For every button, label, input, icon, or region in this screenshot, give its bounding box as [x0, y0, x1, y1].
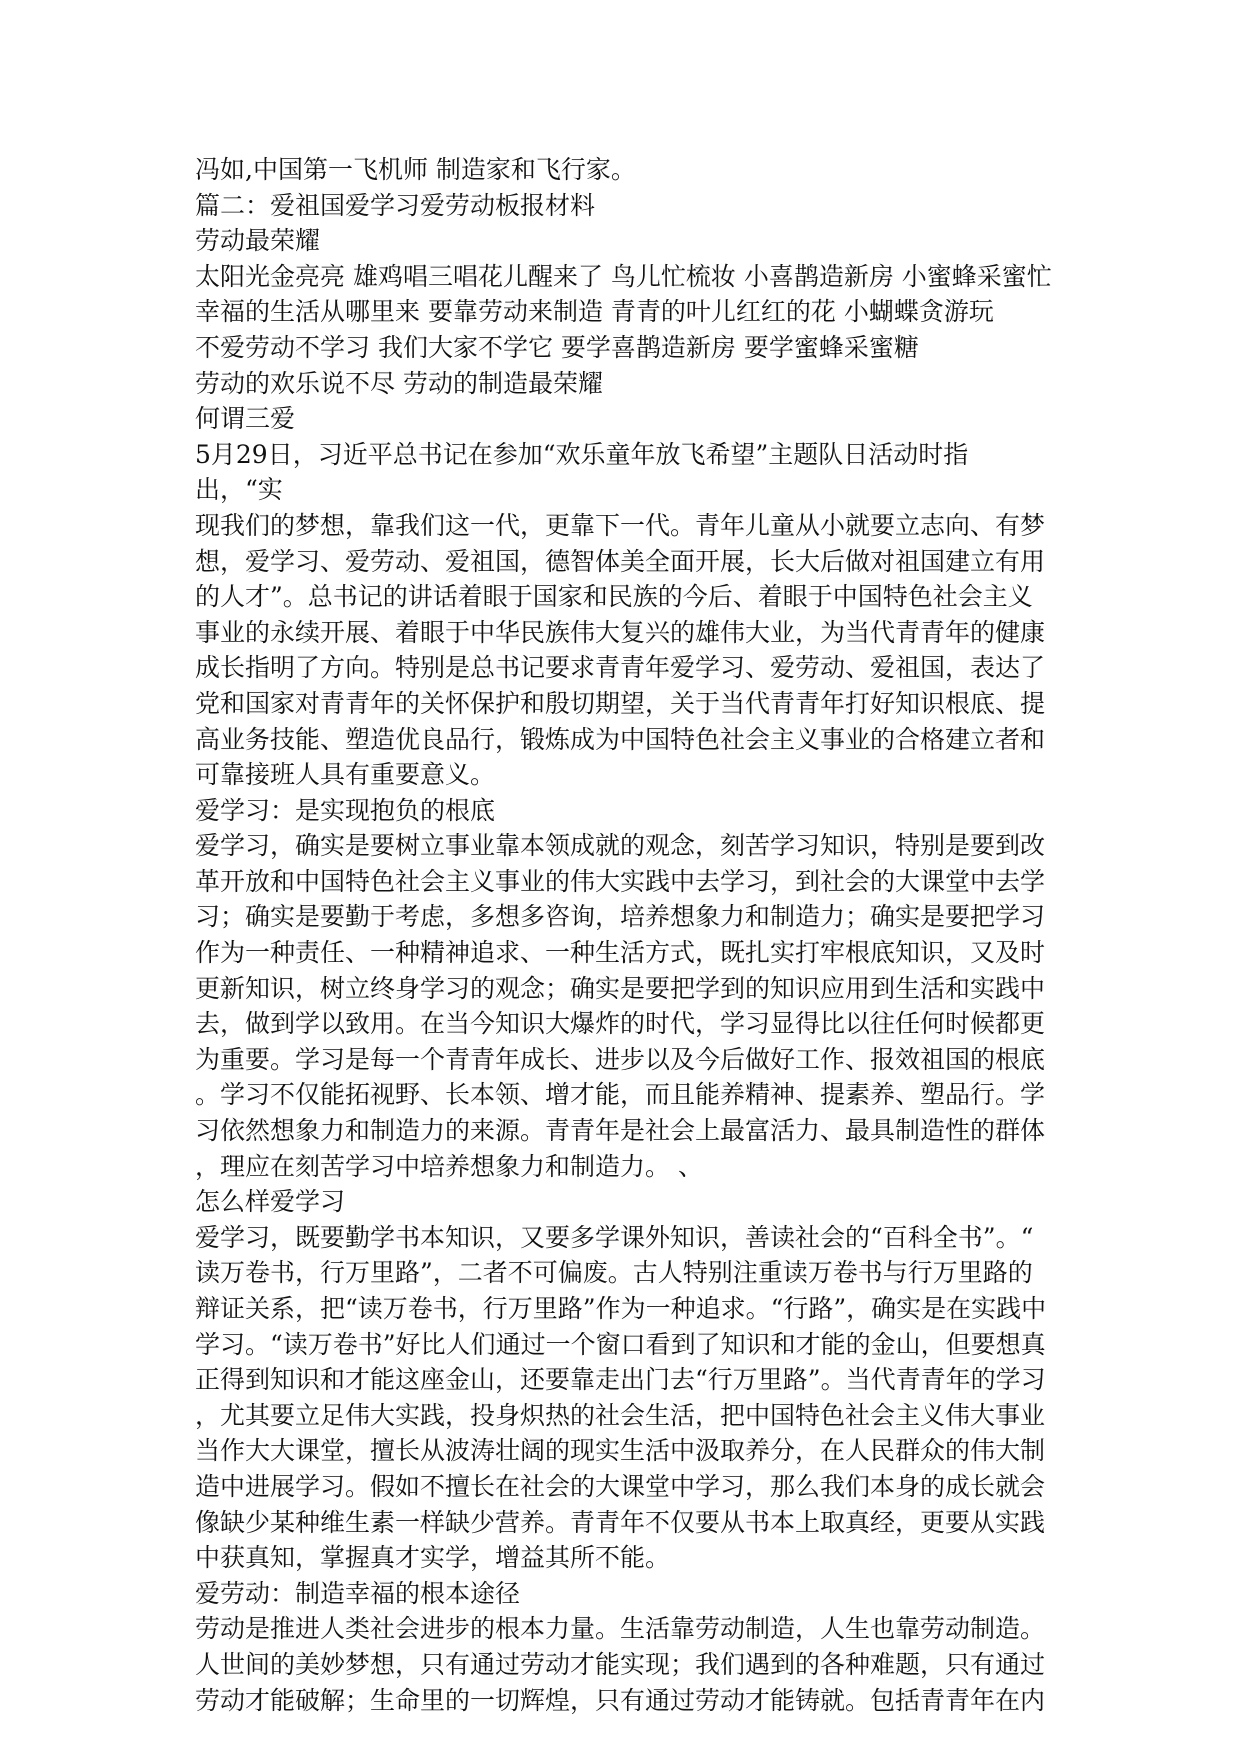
text-line: 习；确实是要勤于考虑，多想多咨询，培养想象力和制造力；确实是要把学习 [195, 902, 1046, 932]
text-line: 可靠接班人具有重要意义。 [195, 760, 496, 790]
text-line: 的人才”。总书记的讲话着眼于国家和民族的今后、着眼于中国特色社会主义 [195, 582, 1033, 612]
text-line: 人世间的美妙梦想，只有通过劳动才能实现；我们遇到的各种难题，只有通过 [195, 1649, 1046, 1679]
text-line: 爱学习，确实是要树立事业靠本领成就的观念，刻苦学习知识，特别是要到改 [195, 831, 1046, 861]
poem-line: 太阳光金亮亮 雄鸡唱三唱花儿醒来了 鸟儿忙梳妆 小喜鹊造新房 小蜜蜂采蜜忙 [195, 261, 1052, 291]
text-line: 5月29日，习近平总书记在参加“欢乐童年放飞希望”主题队日活动时指出，“实 [195, 439, 969, 505]
text-line: 为重要。学习是每一个青青年成长、进步以及今后做好工作、报效祖国的根底 [195, 1044, 1046, 1074]
section-heading: 劳动是推进人类社会进步的根本力量。生活靠劳动制造，人生也靠劳动制造。 [195, 1614, 1046, 1644]
text-line: 爱学习，既要勤学书本知识，又要多学课外知识，善读社会的“百科全书”。“ [195, 1222, 1034, 1252]
text-line: 像缺少某种维生素一样缺少营养。青青年不仅要从书本上取真经，更要从实践 [195, 1507, 1046, 1537]
text-line: 革开放和中国特色社会主义事业的伟大实践中去学习，到社会的大课堂中去学 [195, 866, 1046, 896]
poem-line: 劳动的欢乐说不尽 劳动的制造最荣耀 [195, 368, 603, 398]
poem-title: 劳动最荣耀 [195, 226, 321, 256]
text-line: 习依然想象力和制造力的来源。青青年是社会上最富活力、最具制造性的群体 [195, 1116, 1046, 1146]
text-line: 冯如,中国第一飞机师 制造家和飞行家。 [195, 155, 636, 184]
document-page [195, 152, 1055, 1718]
text-line: 更新知识，树立终身学习的观念；确实是要把学到的知识应用到生活和实践中 [195, 973, 1046, 1003]
section-heading: 怎么样爱学习 [195, 1187, 346, 1217]
text-line: 党和国家对青青年的关怀保护和殷切期望，关于当代青青年打好知识根底、提 [195, 688, 1046, 718]
text-line: ，尤其要立足伟大实践，投身炽热的社会生活，把中国特色社会主义伟大事业 [195, 1400, 1046, 1430]
section-heading: 何谓三爱 [195, 404, 296, 434]
text-line: 事业的永续开展、着眼于中华民族伟大复兴的雄伟大业，为当代青青年的健康 [195, 617, 1046, 647]
text-line: 作为一种责任、一种精神追求、一种生活方式，既扎实打牢根底知识，又及时 [195, 938, 1046, 968]
text-line: 成长指明了方向。特别是总书记要求青青年爱学习、爱劳动、爱祖国，表达了 [195, 653, 1046, 683]
section-heading: 爱学习：是实现抱负的根底 [195, 795, 496, 825]
text-line: 正得到知识和才能这座金山，还要靠走出门去“行万里路”。当代青青年的学习 [195, 1365, 1046, 1395]
text-line: 中获真知，掌握真才实学，增益其所不能。 [195, 1543, 671, 1573]
text-line: 想，爱学习、爱劳动、爱祖国，德智体美全面开展，长大后做对祖国建立有用 [195, 546, 1046, 576]
text-line: ，理应在刻苦学习中培养想象力和制造力。 、 [195, 1151, 703, 1181]
text-line: 造中进展学习。假如不擅长在社会的大课堂中学习，那么我们本身的成长就会 [195, 1471, 1046, 1501]
text-line: 去，做到学以致用。在当今知识大爆炸的时代，学习显得比以往任何时候都更 [195, 1009, 1046, 1039]
text-line: 。学习不仅能拓视野、长本领、增才能，而且能养精神、提素养、塑品行。学 [195, 1080, 1046, 1110]
poem-line: 不爱劳动不学习 我们大家不学它 要学喜鹊造新房 要学蜜蜂采蜜糖 [195, 332, 919, 362]
text-line: 现我们的梦想，靠我们这一代，更靠下一代。青年儿童从小就要立志向、有梦 [195, 510, 1046, 540]
text-line: 劳动才能破解；生命里的一切辉煌，只有通过劳动才能铸就。包括青青年在内 [195, 1685, 1046, 1715]
text-line: 读万卷书，行万里路”，二者不可偏废。古人特别注重读万卷书与行万里路的 [195, 1258, 1033, 1288]
text-line: 学习。“读万卷书”好比人们通过一个窗口看到了知识和才能的金山，但要想真 [195, 1329, 1046, 1359]
poem-line: 幸福的生活从哪里来 要靠劳动来制造 青青的叶儿红红的花 小蝴蝶贪游玩 [195, 297, 994, 327]
text-line: 辩证关系，把“读万卷书，行万里路”作为一种追求。“行路”，确实是在实践中 [195, 1294, 1047, 1323]
text-line: 爱劳动：制造幸福的根本途径 [195, 1578, 521, 1608]
text-line: 高业务技能、塑造优良品行，锻炼成为中国特色社会主义事业的合格建立者和 [195, 724, 1046, 754]
text-line: 当作大大课堂，擅长从波涛壮阔的现实生活中汲取养分，在人民群众的伟大制 [195, 1436, 1046, 1466]
section-heading: 篇二：爱祖国爱学习爱劳动板报材料 [195, 190, 596, 220]
